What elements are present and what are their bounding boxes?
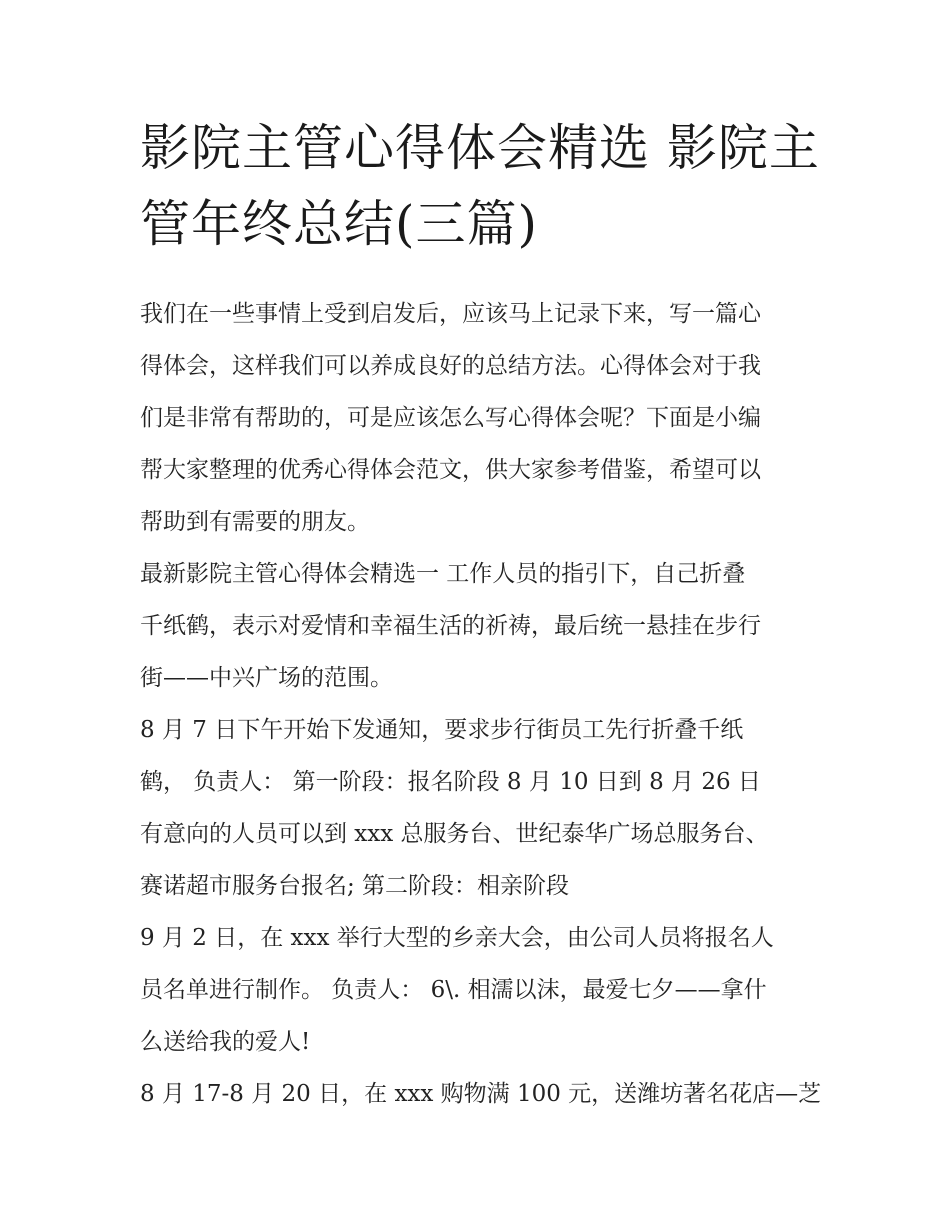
text-line: 千纸鹤，表示对爱情和幸福生活的祈祷，最后统一悬挂在步行 (140, 613, 761, 639)
paragraph-intro (140, 288, 820, 548)
title-line: 管年终总结(三篇) (140, 195, 539, 253)
paragraph-event (140, 912, 820, 1068)
paragraph-promotion (140, 1068, 820, 1120)
document-content (140, 110, 820, 1120)
title-line: 影院主管心得体会精选 影院主 (140, 119, 820, 177)
text-line: 9 月 2 日，在 xxx 举行大型的乡亲大会，由公司人员将报名人 (140, 925, 774, 951)
text-line: 街——中兴广场的范围。 (140, 665, 393, 691)
text-line: 员名单进行制作。 负责人： 6\. 相濡以沫，最爱七夕——拿什 (140, 977, 767, 1003)
text-line: 得体会，这样我们可以养成良好的总结方法。心得体会对于我 (140, 353, 761, 379)
document-body (140, 288, 820, 1120)
text-line: 有意向的人员可以到 xxx 总服务台、世纪泰华广场总服务台、 (140, 821, 769, 847)
document-title (140, 110, 820, 262)
text-line: 赛诺超市服务台报名; 第二阶段：相亲阶段 (140, 873, 570, 899)
text-line: 帮助到有需要的朋友。 (140, 509, 370, 535)
text-line: 们是非常有帮助的，可是应该怎么写心得体会呢？下面是小编 (140, 405, 761, 431)
text-line: 帮大家整理的优秀心得体会范文，供大家参考借鉴，希望可以 (140, 457, 761, 483)
text-line: 8 月 7 日下午开始下发通知，要求步行街员工先行折叠千纸 (140, 717, 744, 743)
text-line: 最新影院主管心得体会精选一 工作人员的指引下，自己折叠 (140, 561, 746, 587)
text-line: 我们在一些事情上受到启发后，应该马上记录下来，写一篇心 (140, 301, 761, 327)
text-line: 8 月 17-8 月 20 日，在 xxx 购物满 100 元，送潍坊著名花店—芝 (140, 1081, 822, 1107)
text-line: 么送给我的爱人! (140, 1029, 311, 1055)
text-line: 鹤， 负责人： 第一阶段：报名阶段 8 月 10 日到 8 月 26 日 (140, 769, 761, 795)
paragraph-notice (140, 704, 820, 912)
paragraph-section-one (140, 548, 820, 704)
